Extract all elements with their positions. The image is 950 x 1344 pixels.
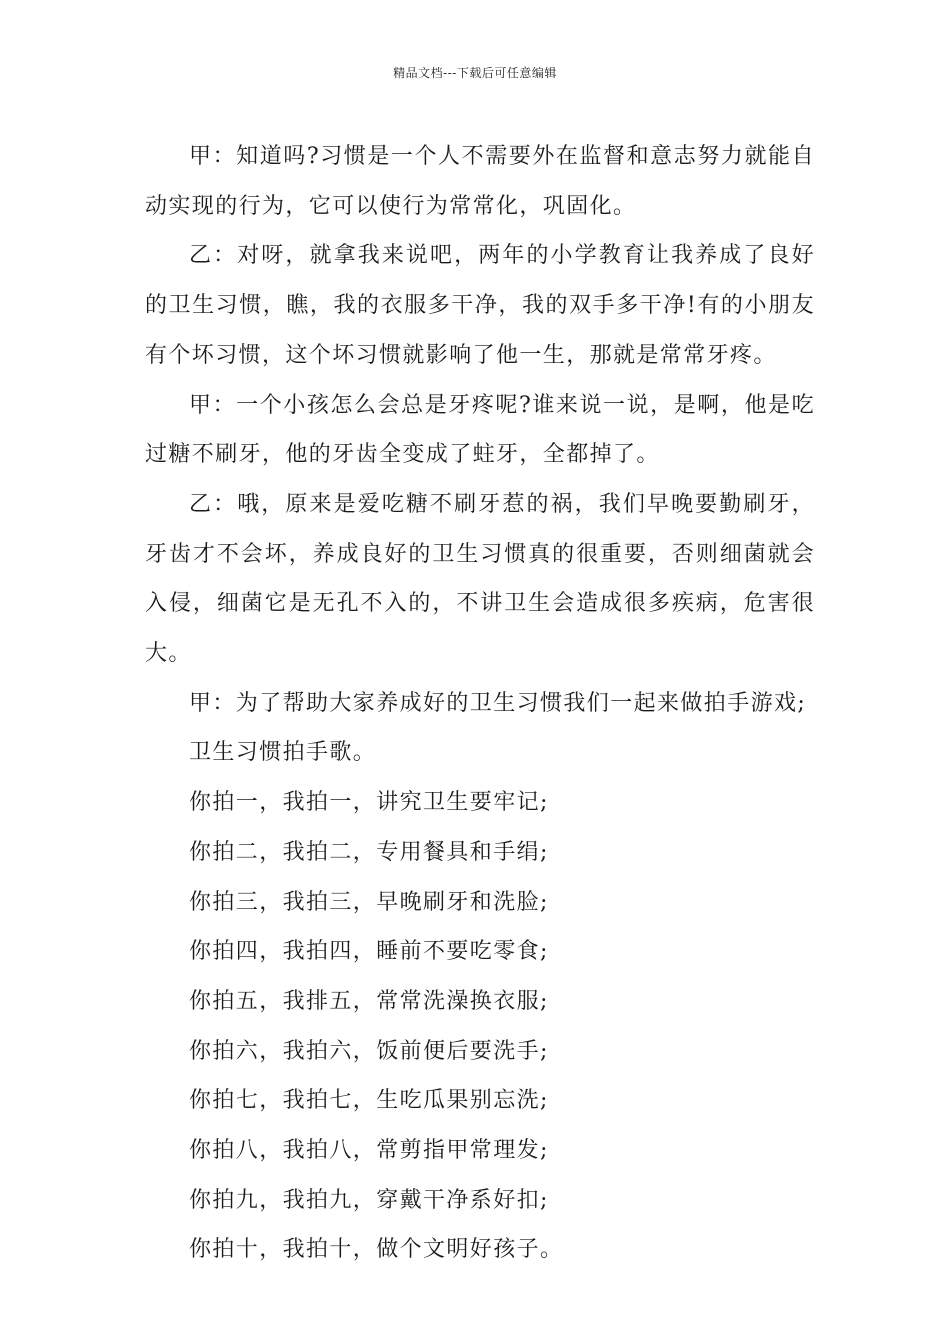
song-verse: 你拍七，我拍七，生吃瓜果别忘洗; (189, 1088, 549, 1114)
song-title: 卫生习惯拍手歌。 (189, 740, 377, 766)
document-body (145, 132, 815, 1275)
text-line: 甲：为了帮助大家养成好的卫生习惯我们一起来做拍手游戏; (189, 690, 807, 716)
song-verse: 你拍六，我拍六，饭前便后要洗手; (189, 1038, 549, 1064)
paragraph: 甲：一个小孩怎么会总是牙疼呢?谁来说一说，是啊，他是吃过糖不刷牙，他的牙齿全变成了蛀牙，全都掉了。 (145, 392, 815, 468)
song-verse: 你拍二，我拍二，专用餐具和手绢; (189, 839, 549, 865)
song-verse: 你拍十，我拍十，做个文明好孩子。 (189, 1237, 564, 1263)
song-verse: 你拍一，我拍一，讲究卫生要牢记; (189, 790, 549, 816)
song-verse: 你拍九，我拍九，穿戴干净系好扣; (189, 1187, 549, 1213)
paragraph: 甲：知道吗?习惯是一个人不需要外在监督和意志努力就能自动实现的行为，它可以使行为常常化，巩固化。 (145, 144, 815, 219)
page-header: 精品文档---下载后可任意编辑 (393, 66, 557, 80)
paragraph: 乙：哦，原来是爱吃糖不刷牙惹的祸，我们早晚要勤刷牙，牙齿才不会坏，养成良好的卫生习惯真的很重要，否则细菌就会入侵，细菌它是无孔不入的，不讲卫生会造成很多疾病，危害很大。 (145, 491, 815, 667)
song-verse: 你拍四，我拍四，睡前不要吃零食; (189, 939, 549, 965)
song-verse: 你拍五，我排五，常常洗澡换衣服; (189, 988, 549, 1014)
song-verse: 你拍三，我拍三，早晚刷牙和洗脸; (189, 889, 549, 915)
paragraph: 乙：对呀，就拿我来说吧，两年的小学教育让我养成了良好的卫生习惯，瞧，我的衣服多干净，我的双手多干净!有的小朋友有个坏习惯，这个坏习惯就影响了他一生，那就是常常牙疼。 (145, 243, 815, 368)
song-verse: 你拍八，我拍八，常剪指甲常理发; (189, 1138, 549, 1164)
